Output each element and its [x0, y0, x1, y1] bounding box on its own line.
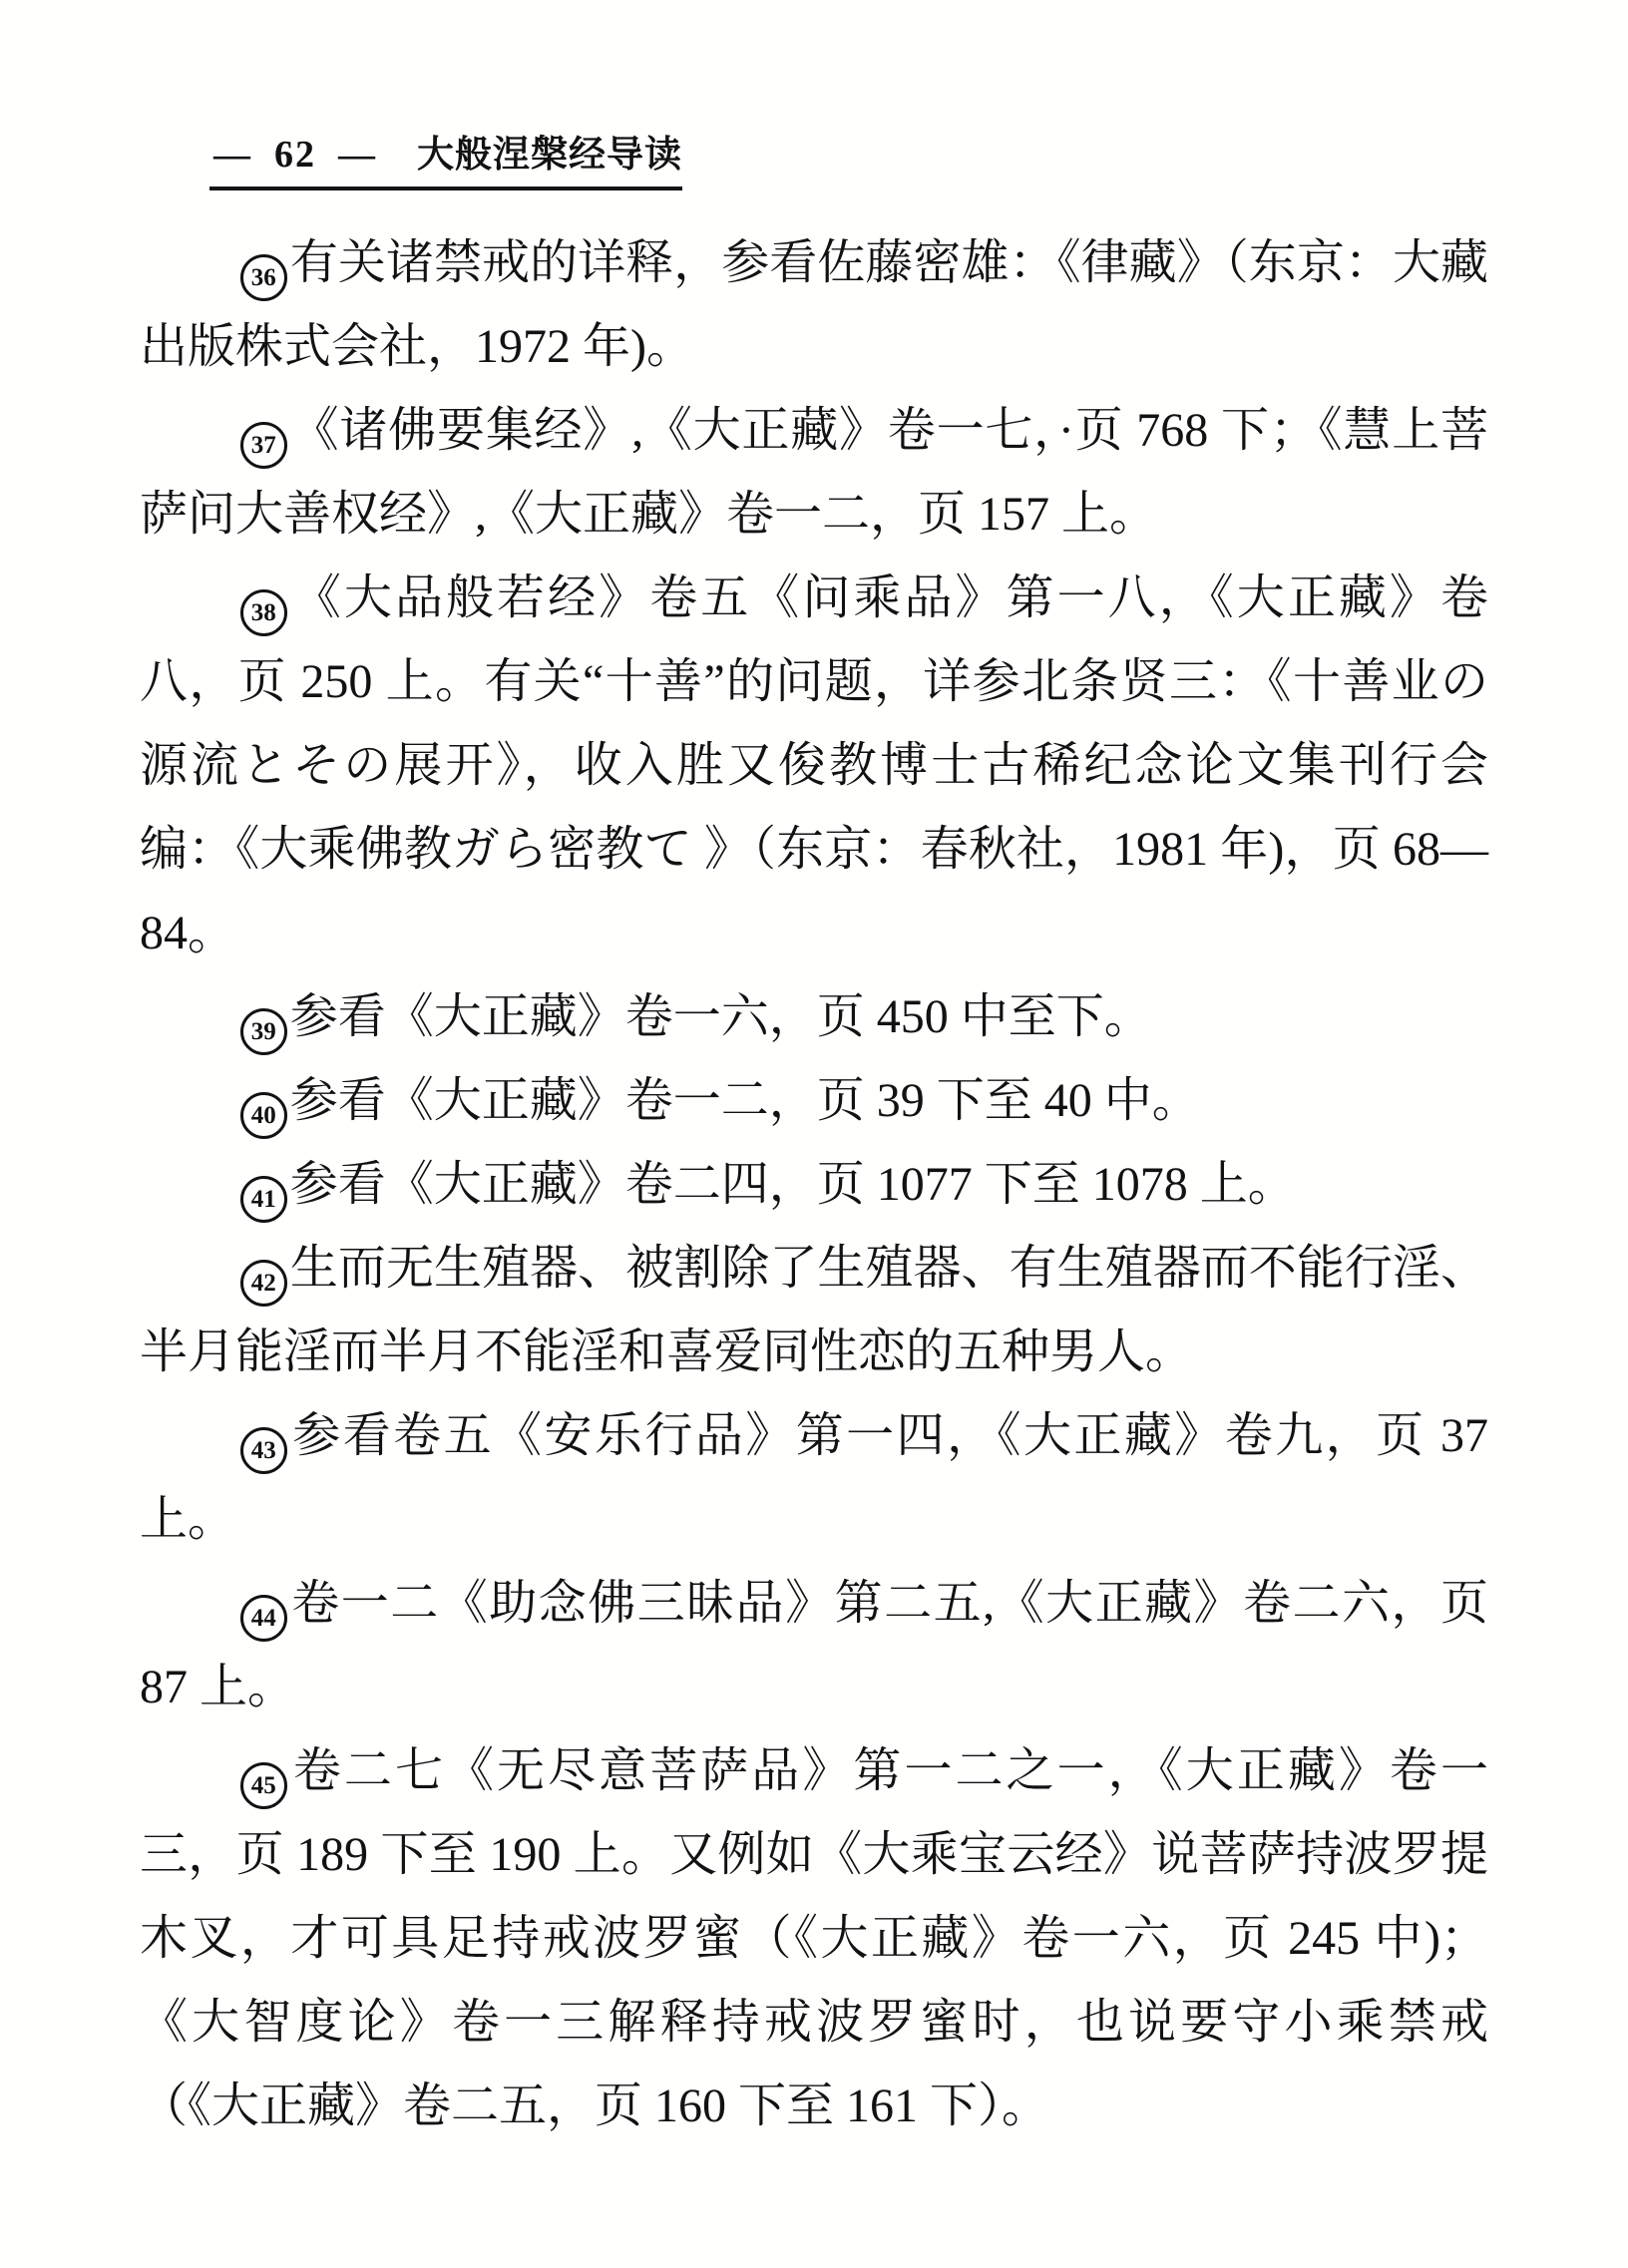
endnote-43 [140, 1394, 1488, 1562]
note-text: 参看《大正藏》卷一六，页 450 中至下。 [289, 990, 1152, 1043]
note-text: 参看《大正藏》卷二四，页 1077 下至 1078 上。 [289, 1158, 1296, 1211]
note-number-badge: 38 [240, 589, 287, 636]
note-text: 卷一二《助念佛三昧品》第二五,《大正藏》卷二六，页 87 上。 [140, 1577, 1488, 1713]
endnote-39 [140, 975, 1488, 1059]
note-number-badge: 42 [240, 1260, 287, 1307]
book-title: 大般涅槃经导读 [417, 135, 682, 176]
note-number-badge: 43 [240, 1427, 287, 1474]
endnote-40 [140, 1059, 1488, 1143]
endnotes-text-block [140, 221, 1488, 2148]
note-text: 参看《大正藏》卷一二，页 39 下至 40 中。 [289, 1074, 1200, 1127]
note-number-badge: 36 [240, 254, 287, 301]
page-number: 62 [274, 134, 316, 176]
running-head-dash-left: — [213, 135, 252, 176]
endnote-37 [140, 389, 1488, 557]
endnote-42 [140, 1227, 1488, 1394]
endnote-38 [140, 557, 1488, 975]
note-number-badge: 44 [240, 1595, 287, 1642]
note-text: 《大品般若经》卷五《问乘品》第一八，《大正藏》卷八，页 250 上。有关“十善”的问题，详参北条贤三：《十善业の源流とその展开》，收入胜又俊教博士古稀纪念论文集刊行会编：《大乘佛教ガら密教て 》（东京：春秋社，1981 年)，页 68—84。 [140, 571, 1488, 959]
note-number-badge: 40 [240, 1092, 287, 1139]
endnote-44 [140, 1562, 1488, 1729]
endnote-36 [140, 221, 1488, 389]
note-text: 生而无生殖器、被割除了生殖器、有生殖器而不能行淫、半月能淫而半月不能淫和喜爱同性恋的五种男人。 [140, 1242, 1488, 1378]
note-text: 卷二七《无尽意菩萨品》第一二之一，《大正藏》卷一三，页 189 下至 190 上。又例如《大乘宝云经》说菩萨持波罗提木叉，才可具足持戒波罗蜜（《大正藏》卷一六，页 245 中)；《大智度论》卷一三解释持戒波罗蜜时，也说要守小乘禁戒（《大正藏》卷二五，页 160 下至 161 下）。 [140, 1744, 1488, 2132]
running-head-dash-right: — [338, 135, 377, 176]
note-text: 参看卷五《安乐行品》第一四，《大正藏》卷九，页 37 上。 [140, 1409, 1488, 1546]
note-number-badge: 37 [240, 422, 287, 469]
endnote-45 [140, 1729, 1488, 2148]
note-number-badge: 45 [240, 1762, 287, 1809]
running-head [209, 124, 682, 190]
note-text: 《诸佛要集经》,《大正藏》卷一七，·页 768 下；《慧上菩萨问大善权经》,《大正藏》卷一二，页 157 上。 [140, 404, 1488, 541]
note-number-badge: 39 [240, 1008, 287, 1055]
endnote-41 [140, 1143, 1488, 1227]
note-text: 有关诸禁戒的详释，参看佐藤密雄：《律藏》（东京：大藏出版株式会社，1972 年)。 [140, 236, 1488, 373]
note-number-badge: 41 [240, 1176, 287, 1223]
